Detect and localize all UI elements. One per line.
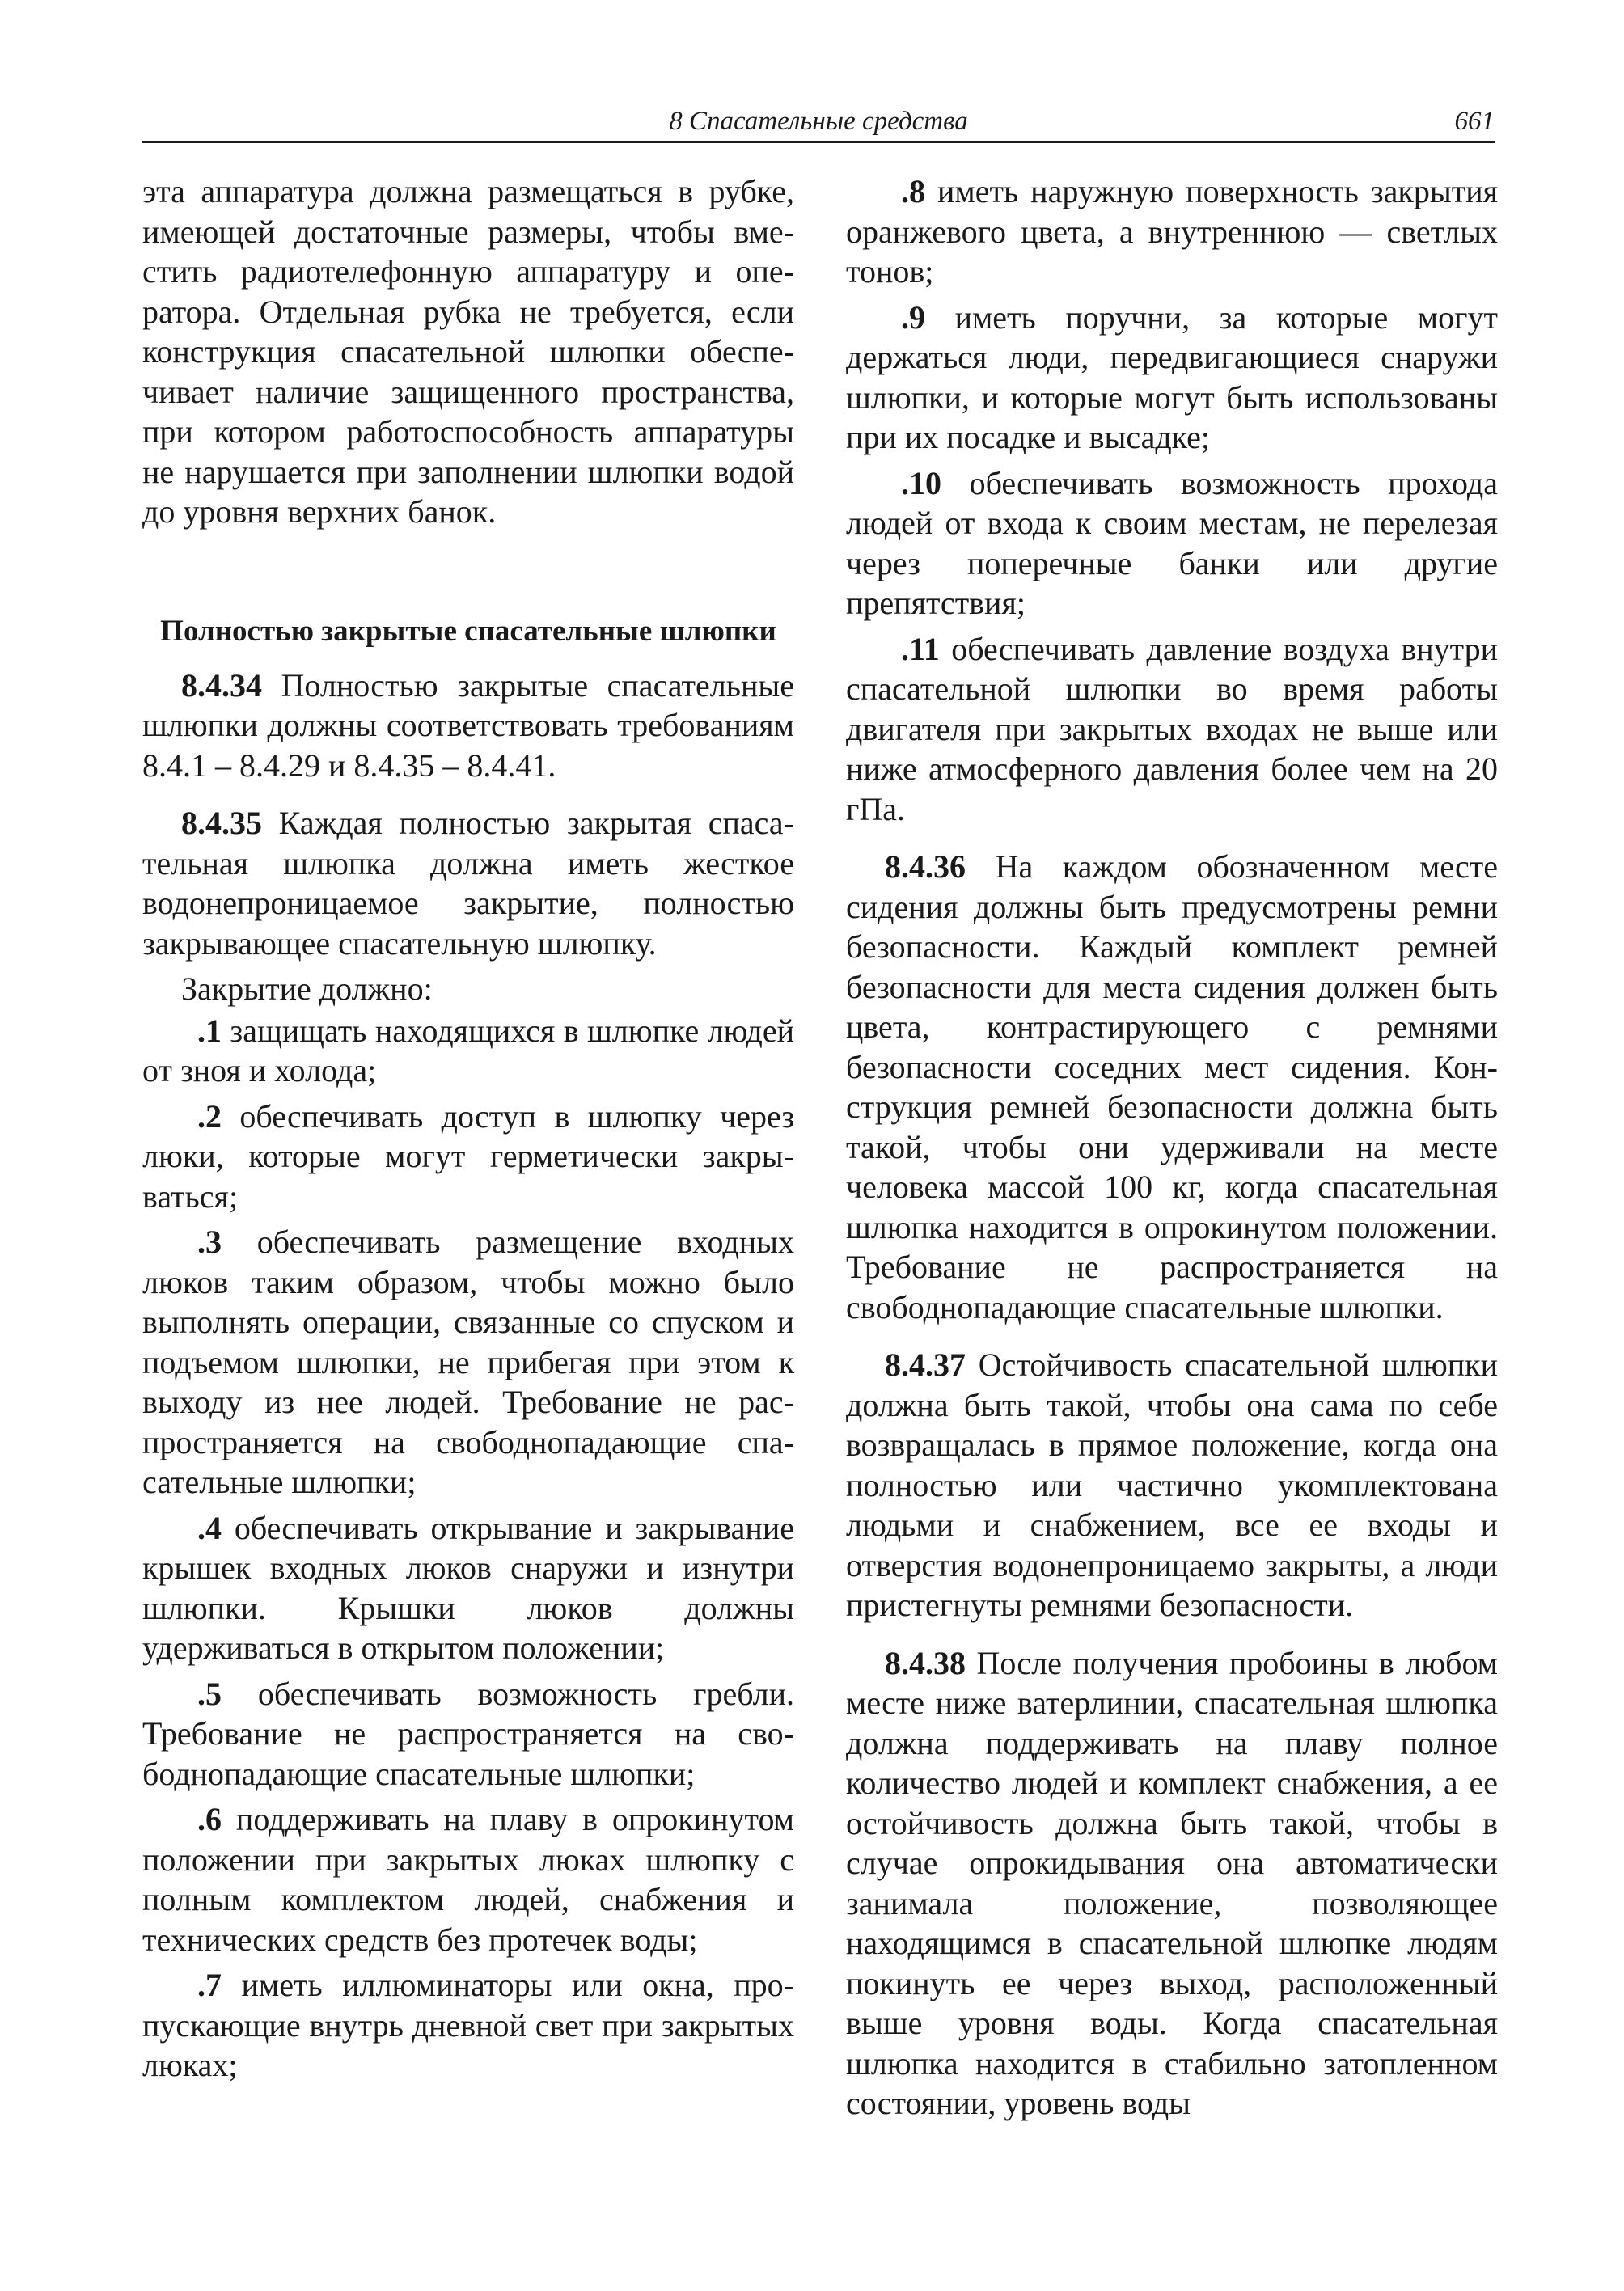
intro-paragraph: эта аппаратура должна размещаться в рубке, имеющей достаточные размеры, чтобы вместить радиотелефонную аппаратуру и оператора. Отдельная рубка не требуется, если конструкция спасательной шлюпки обеспечивает наличие защищенного пространства, при котором работоспособность аппаратуры не нарушается при заполнении шлюпки водой до уровня верхних банок. bbox=[142, 173, 794, 530]
list-item: .6 поддерживать на плаву в опрокинутом положении при закрытых люках шлюпку с полным комплектом людей, снабжения и технических средств без протечек воды; bbox=[142, 1801, 794, 1958]
right-column bbox=[846, 171, 1498, 2129]
clause-number: 8.4.34 bbox=[181, 666, 262, 704]
clause-text: Каждая полностью закрытая спасательная шлюпка должна иметь жесткое водонепроницаемое закрытие, полностью закрывающее спасательную шлюпку. bbox=[142, 805, 794, 962]
clause-text: Остойчивость спасательной шлюпки должна быть такой, чтобы она сама по себе возвращалась в прямое положение, когда она полностью или частично укомплектована людьми и снабжением, все ее входы и отверстия водонепроницаемо закрыты, а люди пристегнуты ремнями безопасности. bbox=[846, 1346, 1499, 1623]
cover-must-line: Закрытие должно: bbox=[181, 970, 433, 1007]
list-item: .4 обеспечивать открывание и закрывание крышек входных люков снаружи и изнутри шлюпки. Крышки люков должны удерживаться в открытом положении; bbox=[142, 1509, 794, 1666]
paragraph-8-4-35 bbox=[142, 803, 794, 963]
paragraph-8-4-37 bbox=[846, 1345, 1498, 1625]
clause-text: После получения пробоины в любом месте ниже ватерлинии, спасательная шлюпка должна поддерживать на плаву полное количество людей и комплект снабжения, а ее остойчивость должна быть такой, чтобы в случае опрокидывания она автоматически занимала положение, позволяющее находящимся в спасательной шлюпке людям покинуть ее через выход, расположенный выше уровня воды. Когда спасательная шлюпка находится в стабильно затопленном состоянии, уровень воды bbox=[846, 1644, 1498, 2121]
chapter-title: 8 Спасательные средства bbox=[669, 107, 968, 136]
clause-number: 8.4.37 bbox=[885, 1346, 966, 1383]
left-column bbox=[142, 171, 794, 2091]
clause-number: 8.4.38 bbox=[885, 1644, 966, 1681]
paragraph-8-4-34 bbox=[142, 666, 794, 786]
clause-text: Полностью закрытые спасательные шлюпки должны соответствовать требованиям 8.4.1 – 8.4.29 и 8.4.35 – 8.4.41. bbox=[142, 666, 794, 784]
list-item: .5 обеспечивать возможность гребли. Требование не распространяется на свободнопадающие спасательные шлюпки; bbox=[142, 1675, 794, 1792]
list-item: .9 иметь поручни, за которые могут держаться люди, передвигающиеся снаружи шлюпки, и которые могут быть использованы при их посадке и высадке; bbox=[846, 298, 1499, 455]
list-item: .11 обеспечивать давление воздуха внутри спасательной шлюпки во время работы двигателя при закрытых входах не выше или ниже атмосферного давления более чем на 20 гПа. bbox=[846, 630, 1499, 827]
list-item: .8 иметь наружную поверхность закрытия оранжевого цвета, а внутреннюю — светлых тонов; bbox=[846, 173, 1498, 290]
list-item: .3 обеспечивать размещение входных люков таким образом, чтобы можно было выполнять операции, связанные со спуском и подъемом шлюпки, не прибегая при этом к выходу из нее людей. Требование не распространяется на свободнопадающие спасательные шлюпки; bbox=[142, 1224, 794, 1500]
page-number: 661 bbox=[1454, 107, 1495, 136]
clause-number: 8.4.36 bbox=[885, 848, 966, 885]
list-item: .10 обеспечивать возможность прохода людей от входа к своим местам, не перелезая через поперечные банки или другие препятствия; bbox=[846, 464, 1499, 621]
paragraph-8-4-36 bbox=[846, 847, 1498, 1327]
list-item: .7 иметь иллюминаторы или окна, пропускающие внутрь дневной свет при закрытых люках; bbox=[142, 1967, 794, 2083]
section-heading: Полностью закрытые спасательные шлюпки bbox=[160, 614, 776, 648]
clause-text: На каждом обозначенном месте сидения должны быть предусмотрены ремни безопасности. Каждый комплект ремней безопасности для места сидения должен быть цвета, контрастирующего с ремнями безопасности соседних мест сидения. Конструкция ремней безопасности должна быть такой, чтобы они удерживали на месте человека массой 100 кг, когда спасательная шлюпка находится в опрокинутом положении. Требование не распространяется на свободнопадающие спасательные шлюпки. bbox=[846, 848, 1498, 1325]
running-header bbox=[142, 102, 1495, 143]
paragraph-8-4-38 bbox=[846, 1643, 1498, 2124]
list-item: .2 обеспечивать доступ в шлюпку через люки, которые могут герметически закрываться; bbox=[142, 1097, 795, 1215]
list-item: .1 защищать находящихся в шлюпке людей от зноя и холода; bbox=[142, 1012, 794, 1088]
clause-number: 8.4.35 bbox=[181, 805, 262, 841]
